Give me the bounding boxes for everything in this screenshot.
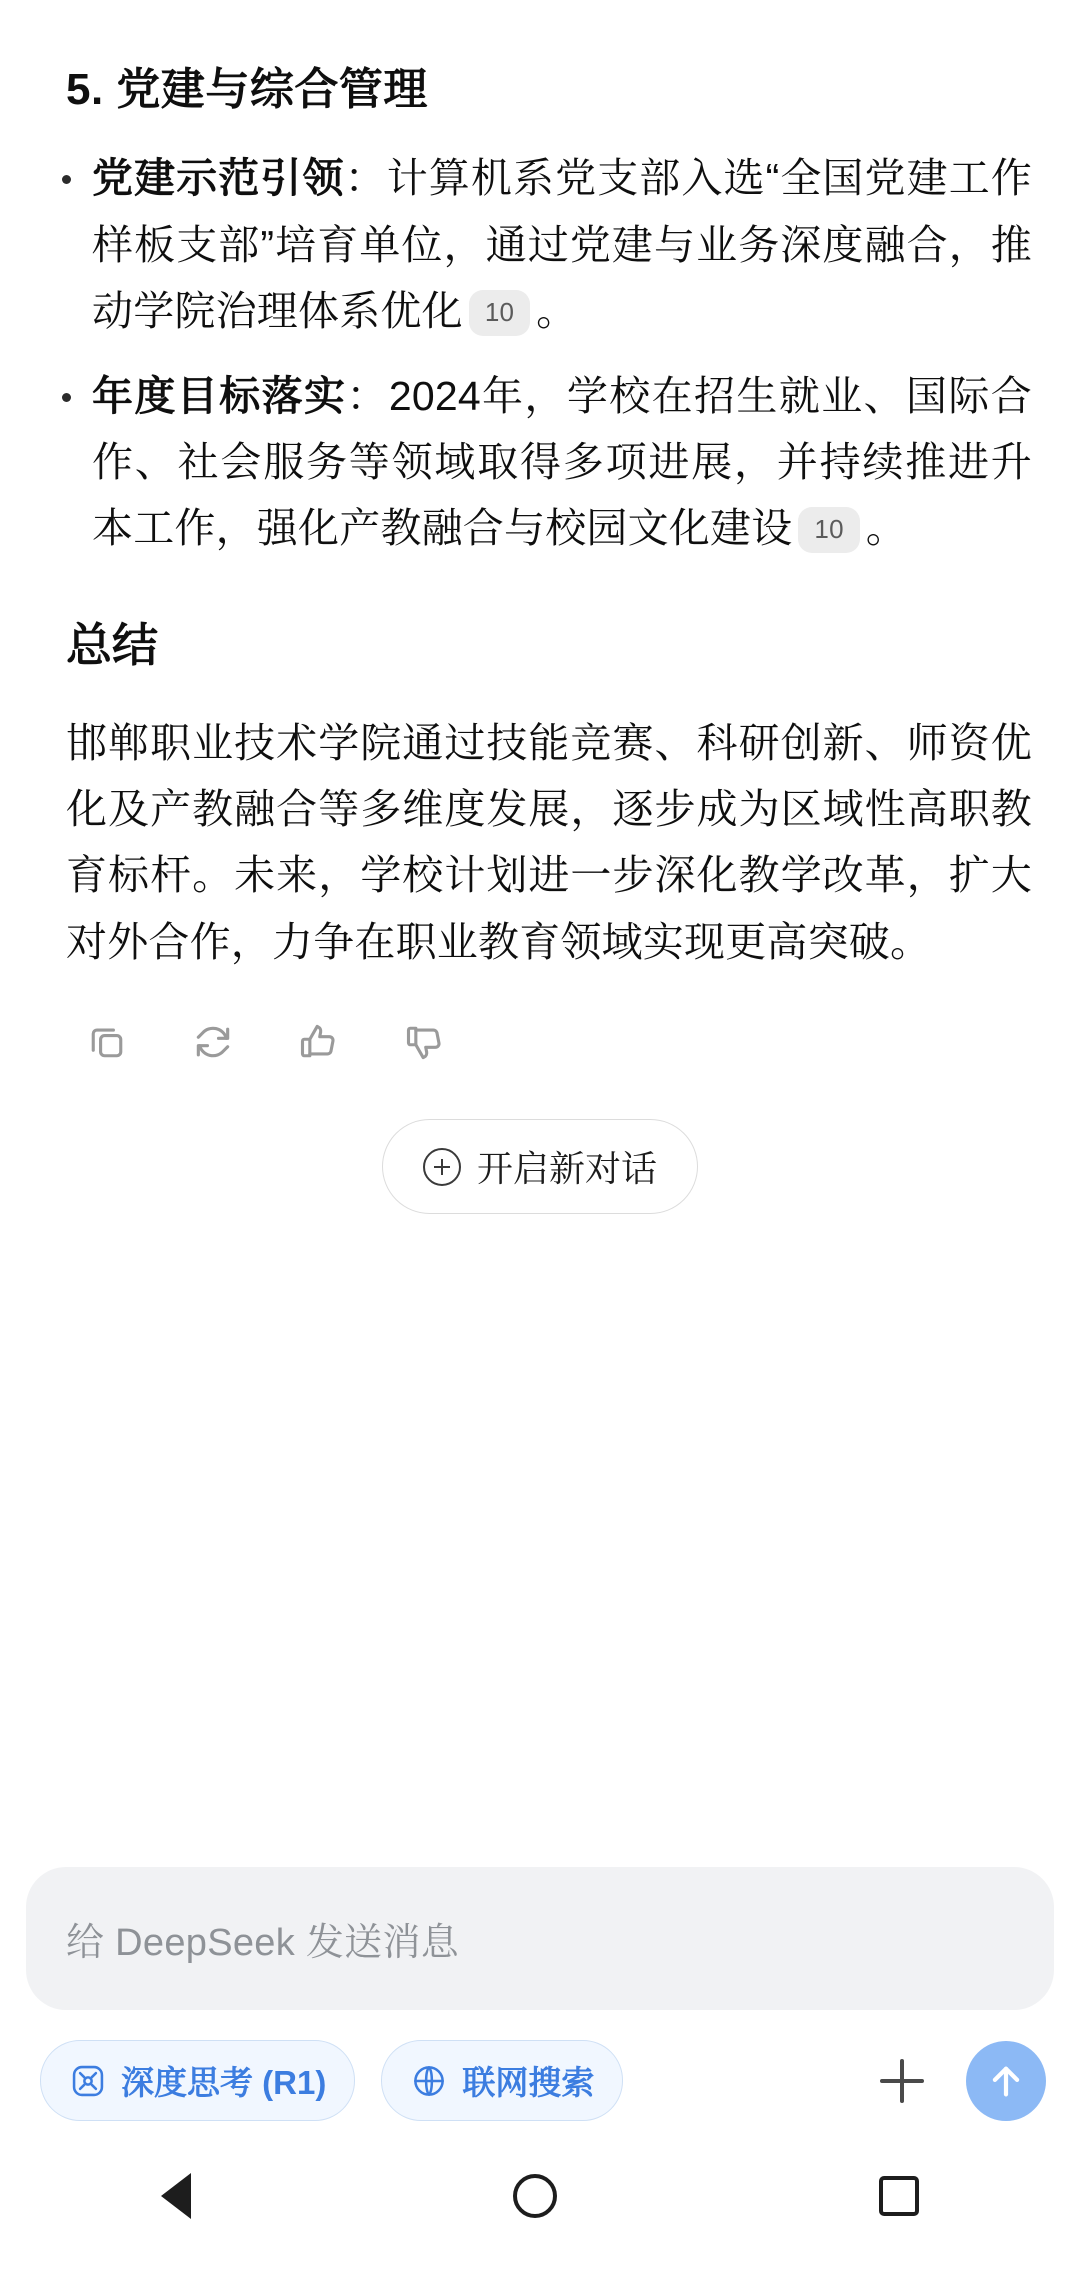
bullet-text: 计算机系党支部入选“全国党建工作样板支部”培育单位，通过党建与业务深度融合，推动学院治理体系优化 <box>92 155 1033 335</box>
web-search-label: 联网搜索 <box>462 2064 595 2101</box>
citation-badge[interactable]: 10 <box>469 290 530 336</box>
triangle-back-icon <box>161 2173 191 2219</box>
bullet-text: 2024年，学校在招生就业、国际合作、社会服务等领域取得多项进展，并持续推进升本工作，强化产教融合与校园文化建设 <box>92 372 1033 552</box>
list-item <box>48 145 1032 344</box>
list-item <box>48 363 1032 562</box>
deepthink-chip[interactable] <box>40 2040 355 2121</box>
bullet-text-tail: 。 <box>536 288 578 335</box>
summary-paragraph: 邯郸职业技术学院通过技能竞赛、科研创新、师资优化及产教融合等多维度发展，逐步成为区域性高职教育标杆。未来，学校计划进一步深化教学改革，扩大对外合作，力争在职业教育领域实现更高突破。 <box>66 719 1032 965</box>
thumbs-down-icon[interactable] <box>400 1017 450 1067</box>
message-input-placeholder: 给 DeepSeek 发送消息 <box>66 1922 460 1964</box>
composer <box>0 1833 1080 2121</box>
message-action-bar <box>82 1017 1032 1067</box>
nav-home-button[interactable] <box>513 2174 557 2218</box>
nav-recents-button[interactable] <box>879 2176 919 2216</box>
bullet-lead: 党建示范引领 <box>92 155 345 202</box>
plus-circle-icon <box>423 1148 461 1186</box>
circle-home-icon <box>513 2174 557 2218</box>
web-search-chip[interactable] <box>381 2040 623 2121</box>
deepthink-label: 深度思考 (R1) <box>121 2064 327 2101</box>
new-chat-label: 开启新对话 <box>476 1148 657 1190</box>
summary-heading: 总结 <box>66 618 158 671</box>
send-button[interactable] <box>966 2041 1046 2121</box>
bullet-text-tail: 。 <box>865 505 907 552</box>
globe-icon <box>410 2062 448 2100</box>
bullet-colon: ： <box>344 155 387 202</box>
new-chat-row <box>48 1119 1032 1214</box>
section-heading: 5. 党建与综合管理 <box>66 65 428 114</box>
nav-back-button[interactable] <box>161 2173 191 2219</box>
composer-tools <box>40 2040 1046 2121</box>
square-recents-icon <box>879 2176 919 2216</box>
thumbs-up-icon[interactable] <box>294 1017 344 1067</box>
new-chat-button[interactable] <box>382 1119 698 1214</box>
copy-icon[interactable] <box>82 1017 132 1067</box>
bullet-list <box>48 145 1032 561</box>
arrow-up-icon <box>983 2058 1029 2104</box>
android-navigation-bar <box>0 2121 1080 2271</box>
bullet-lead: 年度目标落实 <box>92 372 347 419</box>
bullet-colon: ： <box>346 372 389 419</box>
deepthink-icon <box>69 2062 107 2100</box>
citation-badge[interactable]: 10 <box>798 507 859 553</box>
message-input[interactable] <box>26 1867 1054 2010</box>
regenerate-icon[interactable] <box>188 1017 238 1067</box>
attach-plus-icon[interactable] <box>870 2049 934 2113</box>
